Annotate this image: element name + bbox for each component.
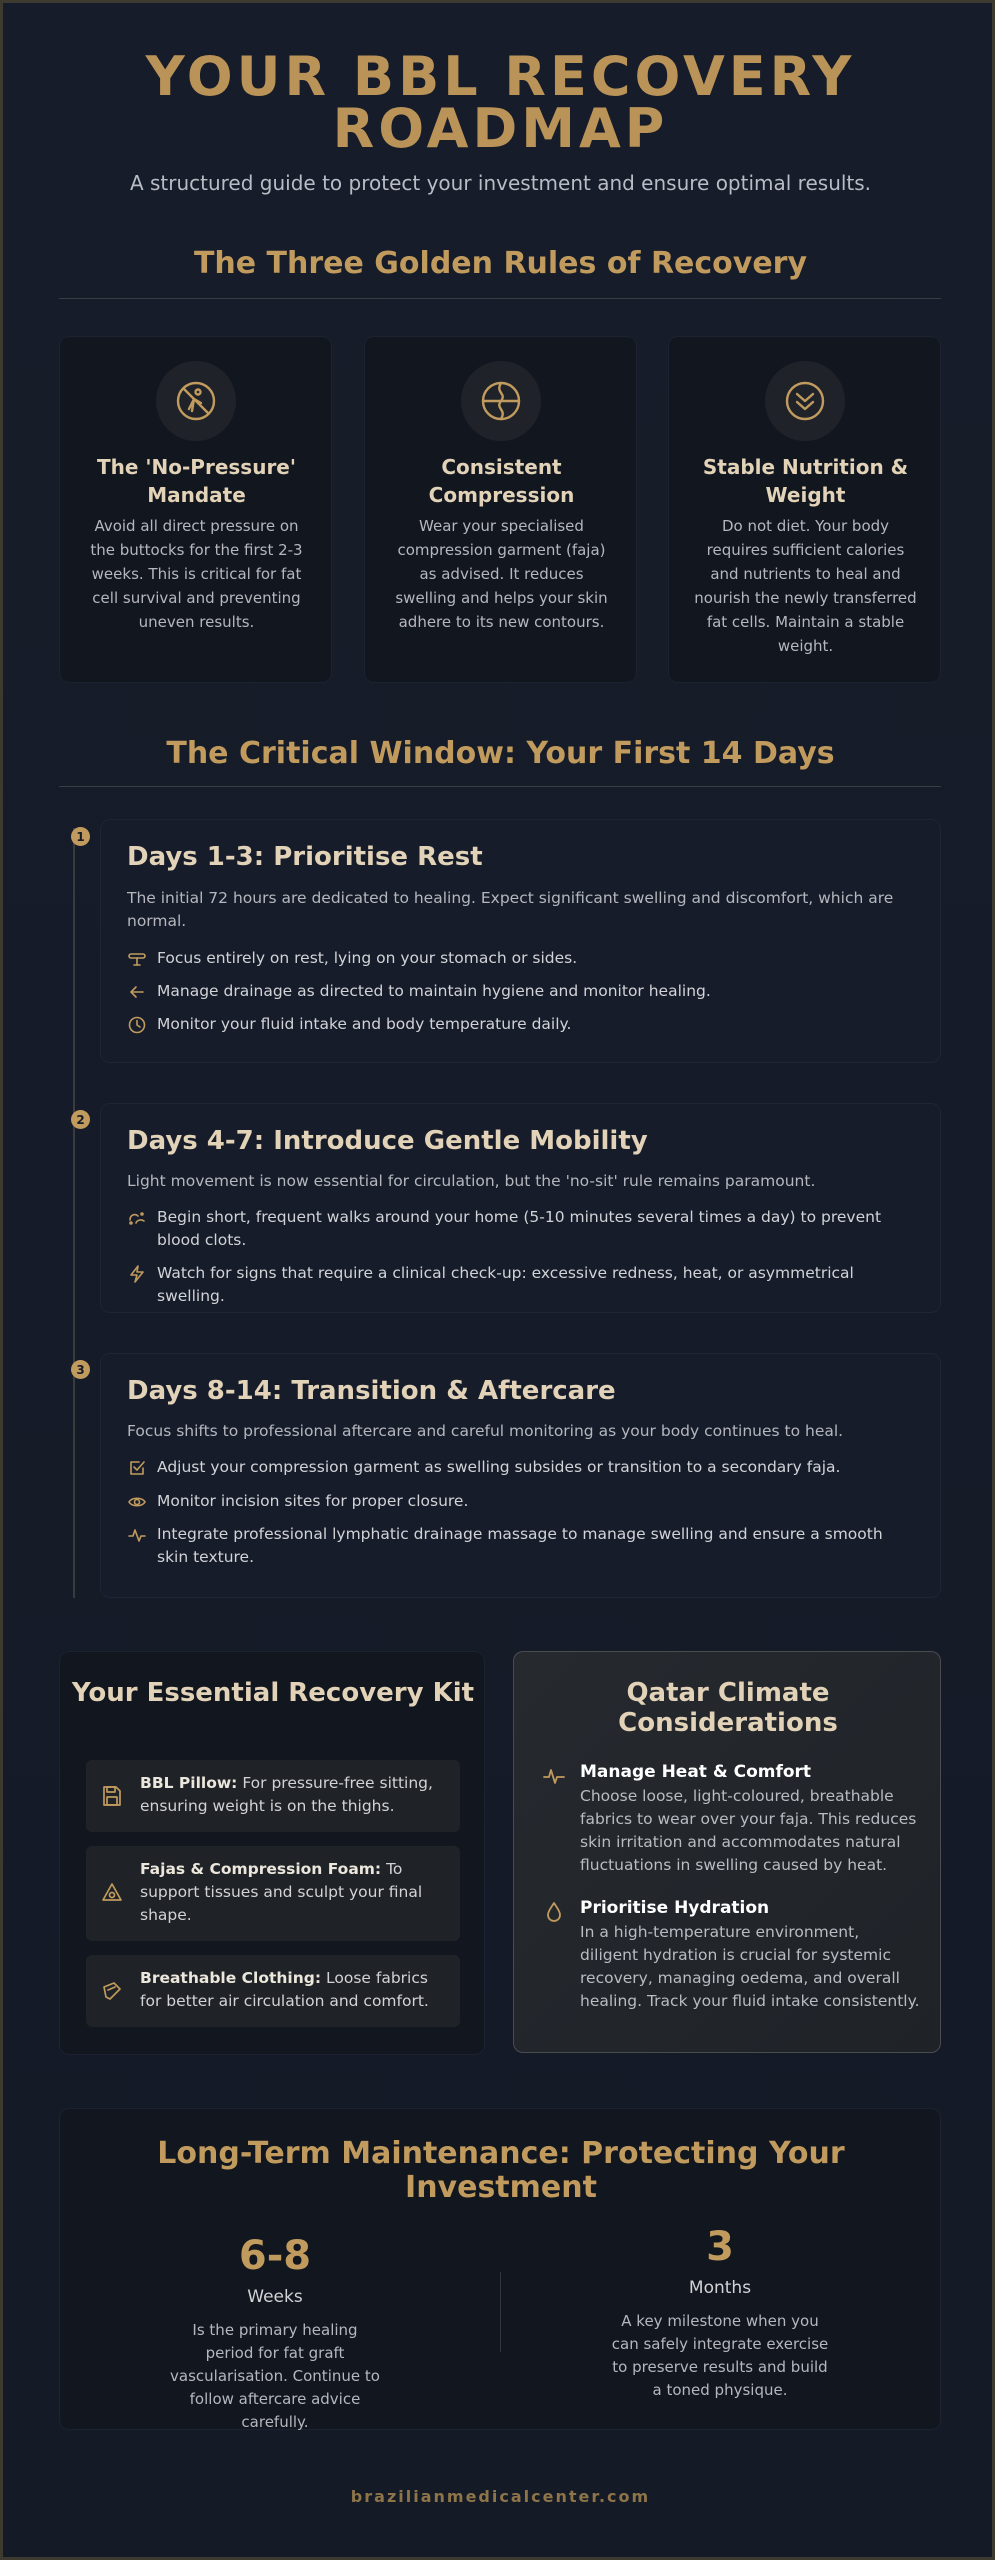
stat-divider: [500, 2272, 501, 2352]
stat-unit: Weeks: [247, 2287, 303, 2307]
footer-website-link[interactable]: brazilianmedicalcenter.com: [350, 2487, 651, 2506]
rule-card-nutrition: [668, 336, 941, 683]
climate-item-text: In a high-temperature environment, diligent hydration is crucial for systemic recovery, managing oedema, and overall healing. Track your fluid intake consistently.: [580, 1923, 920, 2010]
kit-item-text: [140, 1967, 448, 2013]
rule-card-compression: [364, 336, 637, 683]
heartbeat-icon: [542, 1764, 566, 1788]
stat-value: 3: [706, 2224, 734, 2270]
stage-item: [127, 947, 917, 970]
kit-item-name: Breathable Clothing:: [140, 1969, 322, 1987]
climate-item-title: Prioritise Hydration: [580, 1898, 770, 1918]
stage-title: Days 1-3: Prioritise Rest: [127, 842, 483, 872]
long-term-title: Long-Term Maintenance: Protecting Your Investment: [157, 2136, 845, 2205]
stage-number-badge: 1: [71, 827, 90, 846]
stage-item-text: Adjust your compression garment as swelling subsides or transition to a secondary faja.: [157, 1458, 841, 1476]
stage-intro: Focus shifts to professional aftercare and careful monitoring as your body continues to heal.: [127, 1422, 844, 1440]
rule-card-no-pressure: [59, 336, 332, 683]
kit-title: Your Essential Recovery Kit: [71, 1678, 475, 1708]
stage-item-text: Watch for signs that require a clinical check-up: excessive redness, heat, or asymmetrical swelling.: [157, 1264, 854, 1305]
stage-number-badge: 2: [71, 1110, 90, 1129]
clothing-icon: [100, 1979, 124, 2003]
pulse-icon: [127, 1525, 147, 1545]
clock-icon: [127, 1015, 147, 1035]
rule-text: Avoid all direct pressure on the buttocks for the first 2-3 weeks. This is critical for fat cell survival and preventing uneven results.: [90, 517, 303, 631]
kit-item-text: [140, 1772, 448, 1818]
no-pressure-icon: [156, 361, 236, 441]
timeline-section-title: The Critical Window: Your First 14 Days: [166, 736, 835, 771]
footsteps-icon: [127, 1208, 147, 1228]
climate-item-text: Choose loose, light-coloured, breathable fabrics to wear over your faja. This reduces skin irritation and accommodates natural fluctuations in swelling caused by heat.: [580, 1787, 917, 1874]
rule-text: Wear your specialised compression garment (faja) as advised. It reduces swelling and helps your skin adhere to its new contours.: [395, 517, 608, 631]
stage-intro: Light movement is now essential for circulation, but the 'no-sit' rule remains paramount.: [127, 1172, 816, 1190]
stage-title: Days 4-7: Introduce Gentle Mobility: [127, 1126, 648, 1156]
stage-intro: The initial 72 hours are dedicated to healing. Expect significant swelling and discomfort, which are normal.: [127, 889, 894, 930]
stage-item: [127, 1206, 917, 1252]
kit-item-fajas-foam: [86, 1846, 460, 1941]
stage-item: [127, 1262, 917, 1308]
stat-unit: Months: [688, 2278, 752, 2298]
stage-item-text: Begin short, frequent walks around your home (5-10 minutes several times a day) to prevent blood clots.: [157, 1208, 882, 1249]
stage-card-days-4-7: [100, 1103, 941, 1313]
stat-description: A key milestone when you can safely integrate exercise to preserve results and build a toned physique.: [611, 2312, 829, 2399]
lightning-icon: [127, 1264, 147, 1284]
stat-description: Is the primary healing period for fat graft vascularisation. Continue to follow aftercare advice carefully.: [170, 2321, 380, 2431]
stage-item-text: Monitor your fluid intake and body temperature daily.: [157, 1015, 572, 1033]
rule-title: Stable Nutrition & Weight: [702, 455, 909, 507]
section-divider: [59, 298, 941, 299]
climate-title: Qatar Climate Considerations: [618, 1678, 838, 1738]
stage-card-days-8-14: [100, 1353, 941, 1598]
arrow-left-icon: [127, 982, 147, 1002]
stage-item: [127, 1523, 917, 1569]
rule-title: The 'No-Pressure' Mandate: [97, 455, 296, 507]
stage-item: [127, 1490, 917, 1513]
kit-item-name: BBL Pillow:: [140, 1774, 238, 1792]
pillow-icon: [100, 1784, 124, 1808]
foam-icon: [100, 1881, 124, 1905]
kit-item-name: Fajas & Compression Foam:: [140, 1860, 382, 1878]
compression-icon: [461, 361, 541, 441]
bed-icon: [127, 949, 147, 969]
section-divider: [59, 786, 941, 787]
kit-item-description: Loose fabrics for better air circulation and comfort.: [140, 1969, 429, 2010]
stat-value: 6-8: [238, 2233, 312, 2279]
stage-item-text: Integrate professional lymphatic drainage massage to manage swelling and ensure a smooth skin texture.: [157, 1525, 883, 1566]
stat-weeks: [170, 2233, 380, 2434]
long-term-card: [59, 2108, 941, 2430]
stage-item-text: Monitor incision sites for proper closure.: [157, 1492, 469, 1510]
page-title: YOUR BBL RECOVERY ROADMAP: [145, 45, 856, 160]
checkbox-icon: [127, 1458, 147, 1478]
stage-number-badge: 3: [71, 1360, 90, 1379]
stage-item-text: Manage drainage as directed to maintain hygiene and monitor healing.: [157, 982, 711, 1000]
stage-card-days-1-3: [100, 819, 941, 1063]
rules-section-title: The Three Golden Rules of Recovery: [193, 246, 808, 281]
stage-item-text: Focus entirely on rest, lying on your stomach or sides.: [157, 949, 578, 967]
stage-title: Days 8-14: Transition & Aftercare: [127, 1376, 616, 1406]
stage-item: [127, 1013, 917, 1036]
recovery-kit-card: [59, 1651, 485, 2055]
chevrons-down-icon: [765, 361, 845, 441]
kit-item-description: For pressure-free sitting, ensuring weight is on the thighs.: [140, 1774, 433, 1815]
rule-title: Consistent Compression: [428, 455, 575, 507]
kit-item-description: To support tissues and sculpt your final shape.: [140, 1860, 423, 1924]
kit-item-text: [140, 1858, 448, 1927]
rule-text: Do not diet. Your body requires sufficient calories and nutrients to heal and nourish the newly transferred fat cells. Maintain a stable weight.: [694, 517, 917, 655]
stat-months: [590, 2224, 850, 2402]
kit-item-clothing: [86, 1955, 460, 2027]
climate-item-title: Manage Heat & Comfort: [580, 1762, 812, 1782]
timeline-line: [73, 828, 75, 1598]
stage-item: [127, 1456, 917, 1479]
water-drop-icon: [542, 1900, 566, 1924]
kit-item-bbl-pillow: [86, 1760, 460, 1832]
stage-item: [127, 980, 917, 1003]
climate-card: [513, 1651, 941, 2053]
eye-icon: [127, 1492, 147, 1512]
page-subtitle: A structured guide to protect your investment and ensure optimal results.: [129, 171, 872, 195]
